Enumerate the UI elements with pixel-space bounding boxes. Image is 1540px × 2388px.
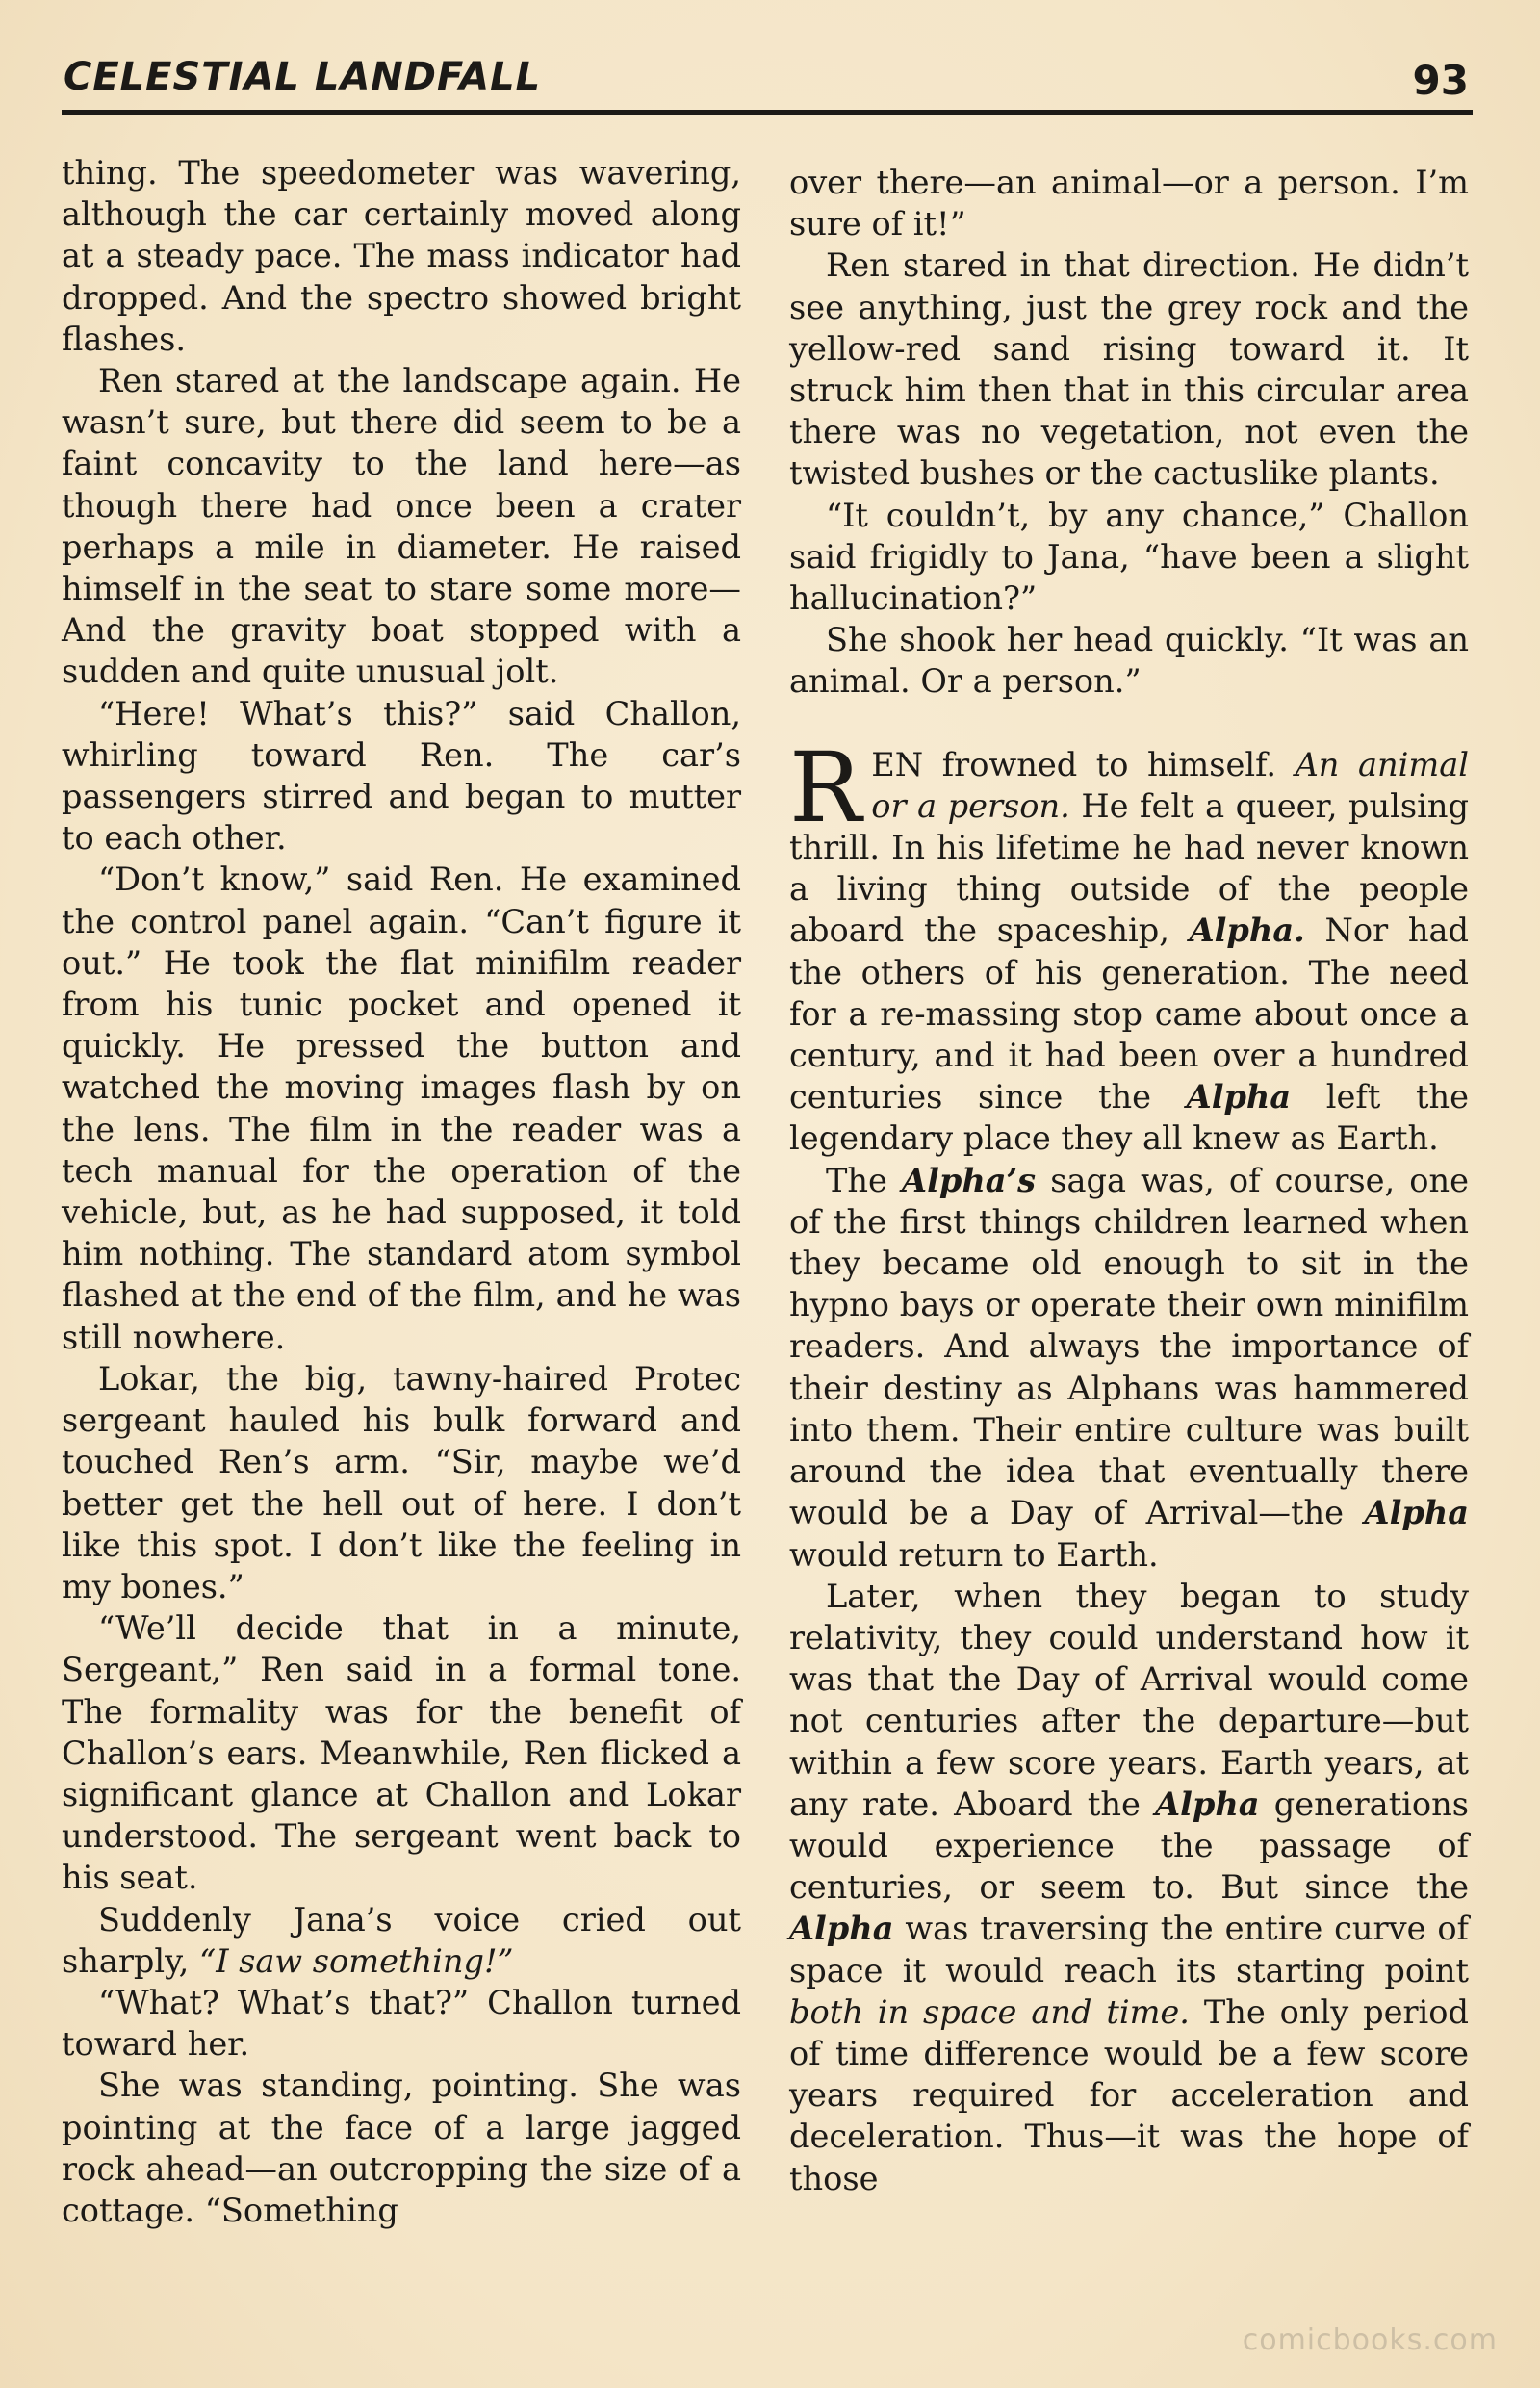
paragraph: “Here! What’s this?” said Challon, whirling toward Ren. The car’s passengers stirred and began to mutter to each other. [62, 694, 741, 858]
ship-name: Alpha’s [902, 1160, 1037, 1199]
paragraph: Ren stared at the landscape again. He wasn’t sure, but there did seem to be a faint concavity to the land here—as though there had once been a crater perhaps a mile in diameter. He raised himself in the seat to stare some more—And the gravity boat stopped with a sudden and quite unusual jolt. [62, 362, 741, 691]
paragraph-text: Suddenly Jana’s voice cried out sharply, [62, 1900, 741, 1980]
page-number: 93 [1412, 57, 1469, 104]
text-run: Nor had the others of his generation. The need for a re-massing stop came about once a century, and it had been over a hundred centuries since the [789, 912, 1469, 1117]
right-column [789, 162, 1469, 2199]
ship-name: Alpha [1186, 1077, 1292, 1117]
left-column [62, 152, 741, 2231]
watermark: comicbooks.com [1242, 2324, 1498, 2357]
italic-run: both in space and time. [789, 1992, 1190, 2031]
paragraph: “What? What’s that?” Challon turned toward her. [62, 1983, 741, 2064]
paragraph: She shook her head quickly. “It was an animal. Or a person.” [789, 621, 1469, 701]
paragraph [62, 1899, 741, 1982]
paragraph: “Don’t know,” said Ren. He examined the control panel again. “Can’t figure it out.” He took the flat minifilm reader from his tunic pocket and opened it quickly. He pressed the button and watched the moving images flash by on the lens. The film in the reader was a tech manual for the operation of the vehicle, but, as he had supposed, it told him nothing. The standard atom symbol flashed at the end of the film, and he was still nowhere. [62, 860, 741, 1356]
paragraph: Lokar, the big, tawny-haired Protec sergeant hauled his bulk forward and touched Ren’s arm. “Sir, maybe we’d better get the hell out of here. I don’t like this spot. I don’t like the feeling in my bones.” [62, 1359, 741, 1605]
text-run: left the legendary place they all knew as Earth. [789, 1078, 1469, 1158]
text-run: saga was, of course, one of the first things children learned when they became old enough to sit in the hypno bays or operate their own minifilm readers. And always the importance of their destiny as Alphans was hammered into them. Their entire culture was built around the idea that eventually there would be a Day of Arrival—the [789, 1161, 1469, 1532]
text-run: generations would experience the passage of centuries, or seem to. But since the [789, 1785, 1469, 1907]
paragraph: “We’ll decide that in a minute, Sergeant,” Ren said in a formal tone. The formality was for the benefit of Challon’s ears. Meanwhile, Ren flicked a significant glance at Challon and Lokar understood. The sergeant went back to his seat. [62, 1609, 741, 1897]
text-run: The [826, 1161, 903, 1199]
section-opening-paragraph [789, 731, 1469, 1160]
paragraph: Ren stared in that direction. He didn’t see anything, just the grey rock and the yellow-red sand rising toward it. It struck him then that in this circular area there was no vegetation, not even the twisted bushes or the cactuslike plants. [789, 246, 1469, 493]
text-run: would return to Earth. [789, 1535, 1159, 1574]
paragraph: thing. The speedometer was wavering, although the car certainly moved along at a steady pace. The mass indicator had dropped. And the spectro showed bright flashes. [62, 154, 741, 358]
drop-cap: R [789, 731, 862, 844]
italic-quote: “I saw something!” [199, 1941, 514, 1980]
paragraph: over there—an animal—or a person. I’m sure of it!” [789, 164, 1469, 244]
paragraph: “It couldn’t, by any chance,” Challon said frigidly to Jana, “have been a slight hallucination?” [789, 496, 1469, 618]
paragraph [789, 1576, 1469, 2199]
ship-name: Alpha [789, 1909, 894, 1948]
ship-name: Alpha [1364, 1493, 1469, 1532]
running-header [62, 50, 1473, 115]
paragraph: She was standing, pointing. She was pointing at the face of a large jagged rock ahead—an outcropping the size of a cottage. “Something [62, 2067, 741, 2229]
text-run: The only period of time difference would be a few score years required for acceleration and deceleration. Thus—it was the hope of those [789, 1992, 1469, 2197]
text-run: Later, when they began to study relativity, they could understand how it was that the Day of Arrival would come not centuries after the departure—but within a few score years. Earth years, at any rate. Aboard the [789, 1577, 1469, 1823]
paragraph [789, 1160, 1469, 1576]
text-run: EN frowned to himself. [871, 745, 1296, 783]
ship-name: Alpha [1155, 1784, 1260, 1823]
text-run: He felt a queer, pulsing thrill. In his lifetime he had never known a living thing outside of the people aboard the spaceship, [789, 786, 1469, 950]
text-run: was traversing the entire curve of space it would reach its starting point [789, 1910, 1469, 1990]
ship-name: Alpha. [1189, 911, 1305, 950]
running-title: CELESTIAL LANDFALL [64, 55, 542, 99]
italic-run: An animal or a person. [871, 745, 1469, 825]
